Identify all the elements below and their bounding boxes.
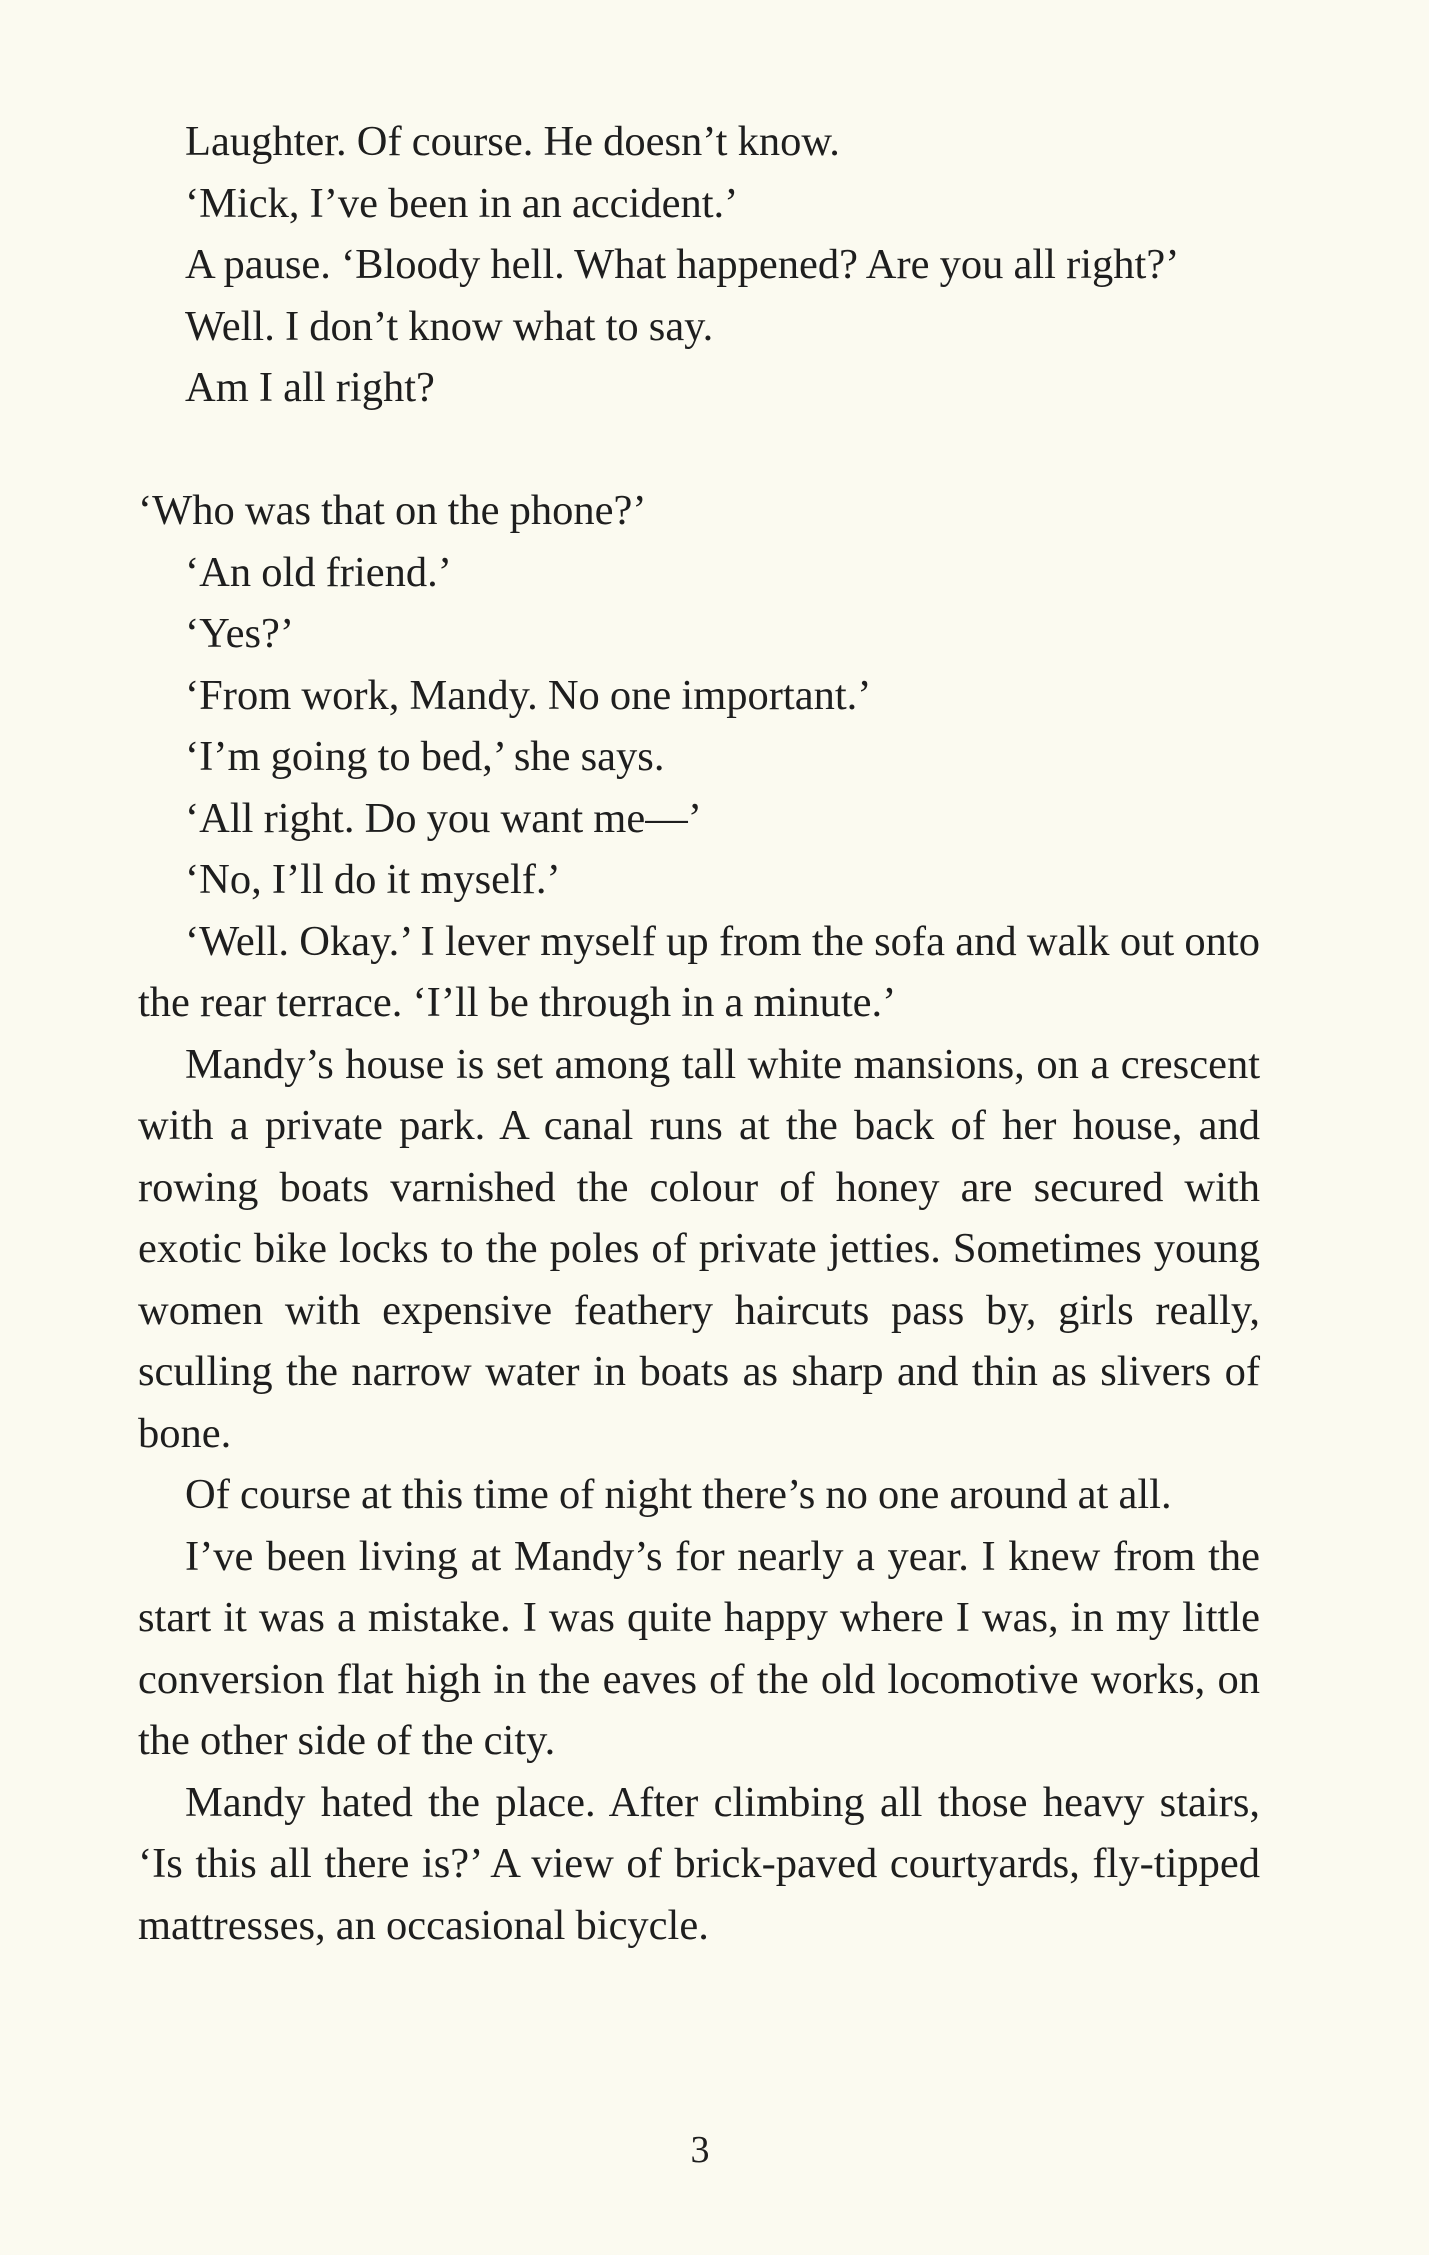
paragraph-well: Well. I don’t know what to say. [185,302,714,350]
paragraph-accident: ‘Mick, I’ve been in an accident.’ [185,179,739,227]
paragraph-from-work: ‘From work, Mandy. No one important.’ [185,671,872,719]
paragraph-who-was-that: ‘Who was that on the phone?’ [138,487,647,534]
paragraph-pause: A pause. ‘Bloody hell. What happened? Are you all right?’ [185,241,1180,288]
page-number: 3 [690,2129,710,2171]
paragraph-am-i-all-right: Am I all right? [185,364,435,411]
paragraph-yes: ‘Yes?’ [185,610,295,657]
paragraph-do-it-myself: ‘No, I’ll do it myself.’ [185,856,561,903]
paragraph-mandys-house: Mandy’s house is set among tall white mansions, on a crescent with a private park. A canal runs at the back of her house, and rowing boats varnished the colour of honey are secured with exotic bike locks to the poles of private jetties. Sometimes young women with expensive feathery haircuts pass by, girls really, sculling the narrow water in boats as sharp and thin as slivers of bone. [138,1040,1260,1457]
paragraph-laughter: Laughter. Of course. He doesn’t know. [185,118,840,165]
paragraph-well-okay: ‘Well. Okay.’ I lever myself up from the sofa and walk out onto the rear terrace. ‘I’ll be through in a minute.’ [138,917,1260,1026]
paragraph-old-friend: ‘An old friend.’ [185,548,452,596]
paragraph-time-of-night: Of course at this time of night there’s no one around at all. [185,1471,1172,1518]
paragraph-mandy-hated: Mandy hated the place. After climbing all those heavy stairs, ‘Is this all there is?’ A view of brick-paved courtyards, fly-tipped mattresses, an occasional bicycle. [138,1778,1260,1949]
paragraph-living-at-mandys: I’ve been living at Mandy’s for nearly a year. I knew from the start it was a mistake. I was quite happy where I was, in my little conversion flat high in the eaves of the old locomotive works, on the other side of the city. [138,1532,1260,1764]
paragraph-going-to-bed: ‘I’m going to bed,’ she says. [185,733,665,780]
body-text [138,111,1260,1956]
paragraph-all-right: ‘All right. Do you want me—’ [185,794,702,842]
